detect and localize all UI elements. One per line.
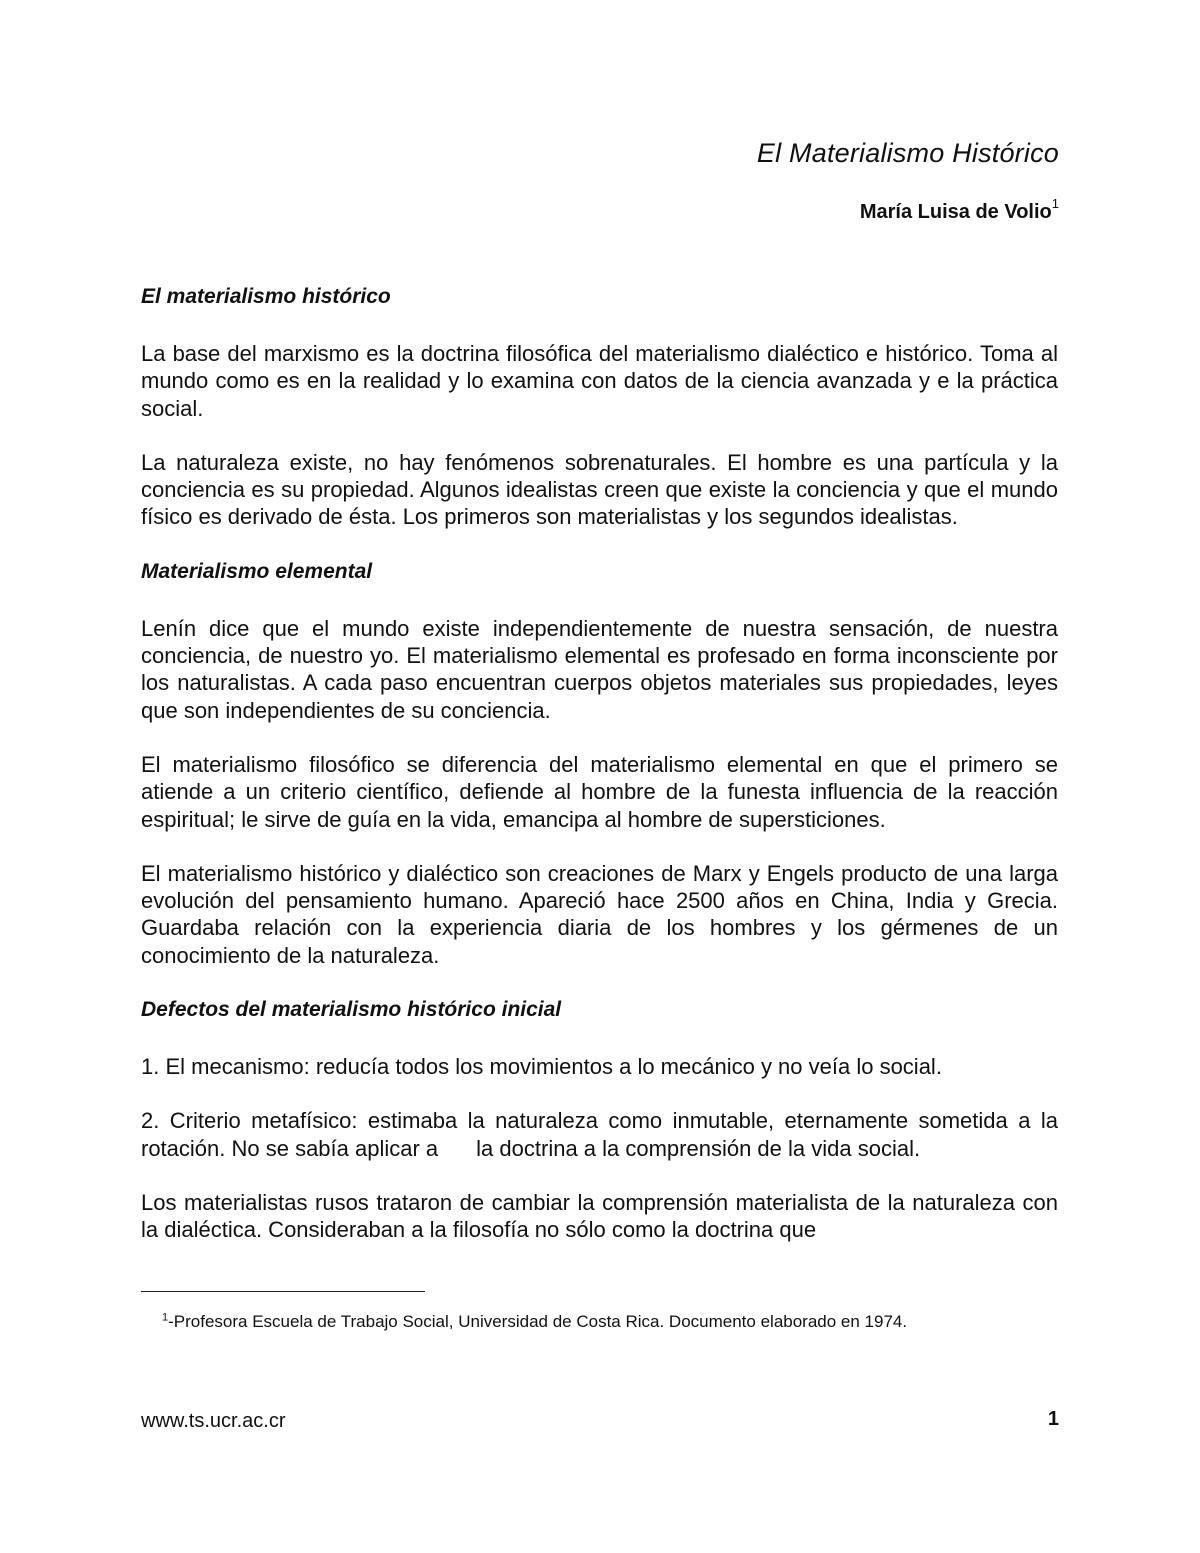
footnote-divider <box>141 1291 425 1292</box>
paragraph-part: 2. Criterio metafísico: estimaba la naturaleza como inmutable, eternamente sometida a la rotación. No se sabía aplicar a <box>141 1108 1058 1161</box>
document-title: El Materialismo Histórico <box>756 138 1059 168</box>
list-item-paragraph: 1. El mecanismo: reducía todos los movimientos a lo mecánico y no veía lo social. <box>141 1054 942 1080</box>
footer-url: www.ts.ucr.ac.cr <box>141 1410 286 1432</box>
paragraph: El materialismo filosófico se diferencia del materialismo elemental en que el primero se atiende a un criterio científico, defiende al hombre de la funesta influencia de la reacción espiritual; le sirve de guía en la vida, emancipa al hombre de supersticiones. <box>141 751 1058 832</box>
section-heading: Defectos del materialismo histórico inicial <box>141 998 562 1022</box>
paragraph: La naturaleza existe, no hay fenómenos sobrenaturales. El hombre es una partícula y la conciencia es su propiedad. Algunos idealistas creen que existe la conciencia y que el mundo físico es derivado de ésta. Los primeros son materialistas y los segundos idealistas. <box>141 449 1058 530</box>
paragraph: Lenín dice que el mundo existe independientemente de nuestra sensación, de nuestra conciencia, de nuestro yo. El materialismo elemental es profesado en forma inconsciente por los naturalistas. A cada paso encuentran cuerpos objetos materiales sus propiedades, leyes que son independientes de su conciencia. <box>141 615 1058 723</box>
author-footnote-mark: 1 <box>1051 196 1059 212</box>
paragraph: Los materialistas rusos trataron de cambiar la comprensión materialista de la naturaleza con la dialéctica. Consideraban a la filosofía no sólo como la doctrina que <box>141 1189 1058 1243</box>
paragraph: El materialismo histórico y dialéctico son creaciones de Marx y Engels producto de una larga evolución del pensamiento humano. Apareció hace 2500 años en China, India y Grecia. Guardaba relación con la experiencia diaria de los hombres y los gérmenes de un conocimiento de la naturaleza. <box>141 860 1058 968</box>
section-heading: El materialismo histórico <box>141 285 391 308</box>
page-number: 1 <box>1047 1408 1059 1430</box>
document-author <box>859 196 1059 224</box>
author-name: María Luisa de Volio <box>859 201 1052 223</box>
paragraph-part: la doctrina a la comprensión de la vida social. <box>476 1135 921 1161</box>
footnote <box>162 1312 907 1332</box>
document-body <box>141 283 1058 1244</box>
footnote-mark: 1 <box>162 1311 169 1324</box>
section-heading: Materialismo elemental <box>141 559 373 583</box>
paragraph: La base del marxismo es la doctrina filosófica del materialismo dialéctico e histórico. Toma al mundo como es en la realidad y lo examina con datos de la ciencia avanzada y e la práctica social. <box>141 341 1058 421</box>
list-item-paragraph <box>141 1107 1058 1162</box>
footnote-text: -Profesora Escuela de Trabajo Social, Universidad de Costa Rica. Documento elaborado en 1974. <box>168 1312 908 1331</box>
